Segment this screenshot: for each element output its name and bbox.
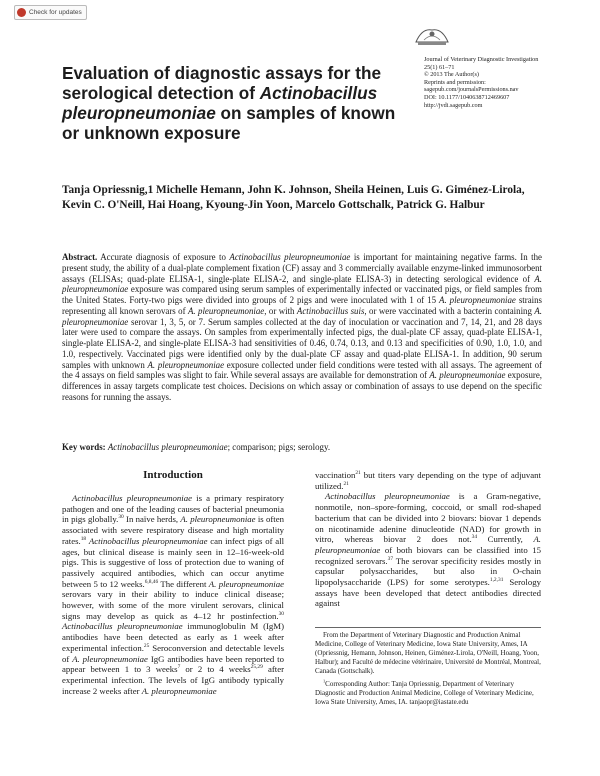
intro-right-column xyxy=(315,470,541,609)
affiliation-note: From the Department of Veterinary Diagnostic and Production Animal Medicine, College of Veterinary Medicine, Iowa State University, Ames, IA (Opriessnig, Hemann, Johnson, Heinen, Giménez-Lirola, O'Neill, Hoang, Yoon, Halbur); and Faculté de médecine vétérinaire, Université de Montréal, Montreal, Canada (Gottschalk). xyxy=(315,631,541,675)
footnotes xyxy=(315,631,541,711)
abstract: Abstract. Accurate diagnosis of exposure to Actinobacillus pleuropneumoniae is important for maintaining negative farms. In the present study, the ability of a dual-plate complement fixation (CF) assay and 3 commercially available enzyme-linked immunosorbent assays (ELISAs; quad-plate ELISA-1, single-plate ELISA-2, and single-plate ELISA-3) in detecting serological evidence of A. pleuropneumoniae exposure was compared using serum samples of experimentally infected or vaccinated pigs, or field samples from the United States. Forty-two pigs were divided into groups of 2 pigs and were inoculated with 1 of 15 A. pleuropneumoniae strains representing all known serovars of A. pleuropneumoniae, or with Actinobacillus suis, or were vaccinated with a bacterin containing A. pleuropneumoniae serovar 1, 3, 5, or 7. Serum samples collected at the day of inoculation or vaccination and 7, 14, 21, and 28 days later were used to compare the assays. On samples from experimentally infected pigs, the dual-plate CF assay, quad-plate ELISA-1, single-plate ELISA-2, and single-plate ELISA-3 had sensitivities of 0.46, 0.74, 0.13, and 0.13 and specificities of 0.90, 1.0, 1.0, and 1.0, respectively. Vaccinated pigs were identified only by the dual-plate CF assay and quad-plate ELISA-1. In addition, 90 serum samples with unknown A. pleuropneumoniae exposure collected under field conditions were tested with all assays. The agreement of the 4 assays on field samples was slight to fair. While several assays are available for demonstration of A. pleuropneumoniae exposure, differences in assay targets complicate test choices. Decisions on which assay or combination of assays to use depend on the specific reasons for running the assays. xyxy=(62,252,542,402)
journal-info xyxy=(424,56,594,109)
keywords: Key words: Actinobacillus pleuropneumoniae; comparison; pigs; serology. xyxy=(62,442,331,452)
footnote-divider xyxy=(315,627,541,628)
check-for-updates-badge[interactable] xyxy=(14,5,87,20)
badge-label: Check for updates xyxy=(29,9,82,16)
intro-left-column xyxy=(62,493,284,696)
journal-url[interactable]: http://jvdi.sagepub.com xyxy=(424,101,483,109)
intro-paragraph-2: Actinobacillus pleuropneumoniae is a Gram-negative, nonmotile, non–spore-forming, coccoid, or small rod-shaped bacterium that can be divided into 2 biovars: biovar 1 depends on nicotinamide adenine dinucleotide (NAD) for growth in vitro, whereas biovar 2 does not.$^{34}$ Currently, A. pleuropneumoniae of both biovars can be classified into 15 recognized serovars.$^{37}$ The serovar specificity resides mostly in capsular polysaccharides, but also in O-chain lipopolysaccharide (LPS) for some serotypes.$^{1,2,31}$ Serology assays have been developed that detect antibodies directed against xyxy=(315,491,541,609)
intro-paragraph-1: Actinobacillus pleuropneumoniae is a primary respiratory pathogen and one of the leading causes of bacterial pneumonia in pigs globally.$^{30}$ In naïve herds, A. pleuropneumoniae is often associated with severe respiratory disease and high mortality rates.$^{18}$ Actinobacillus pleuropneumoniae can infect pigs of all ages, but clinical disease is mainly seen in 12–16-week-old pigs. This is suggestive of loss of protection due to waning of passively acquired antibodies, which can occur anytime between 5 to 12 weeks.$^{6,8,46}$ The different A. pleuropneumoniae serovars vary in their ability to induce clinical disease; however, with some of the more virulent serovars, clinical signs may develop as quick as 4–12 hr postinfection.$^{30}$ Actinobacillus pleuropneumoniae immunoglobulin M (IgM) antibodies have been detected as early as 1 week after experimental infection.$^{25}$ Seroconversion and detectable levels of A. pleuropneumoniae IgG antibodies have been reported to appear between 1 to 3 weeks$^7$ or 2 to 4 weeks$^{25,29}$ after experimental infection. The levels of IgG antibody typically increase 2 weeks after A. pleuropneumoniae xyxy=(62,493,285,696)
journal-permissions: sagepub.com/journalsPermissions.nav xyxy=(424,86,519,94)
update-icon xyxy=(17,8,26,17)
corresponding-author-note: $^1$Corresponding Author: Tanja Opriessnig, Department of Veterinary Diagnostic and Production Animal Medicine, College of Veterinary Medicine, Iowa State University, Ames, IA. tanjaopr@iastate.edu xyxy=(315,678,534,706)
intro-paragraph-continued: vaccination$^{21}$ but titers vary depending on the type of adjuvant utilized.$^{21}$ xyxy=(315,470,541,491)
section-heading-introduction: Introduction xyxy=(143,469,203,481)
article-title: Evaluation of diagnostic assays for the serological detection of Actinobacillus pleuropneumoniae on samples of known or unknown exposure xyxy=(62,63,396,143)
journal-copyright: © 2013 The Author(s) xyxy=(424,71,479,79)
journal-reprints: Reprints and permission: xyxy=(424,78,486,86)
journal-volume: 25(1) 61–71 xyxy=(424,63,455,71)
author-list: Tanja Opriessnig,1 Michelle Hemann, John K. Johnson, Sheila Heinen, Luis G. Giménez-Lirola, Kevin C. O'Neill, Hai Hoang, Kyoung-Jin Yoon, Marcelo Gottschalk, Patrick G. Halbur xyxy=(62,184,525,211)
journal-name: Journal of Veterinary Diagnostic Investigation xyxy=(424,56,539,63)
journal-logo-icon xyxy=(412,22,452,48)
journal-doi: DOI: 10.1177/1040638712469607 xyxy=(424,93,510,101)
